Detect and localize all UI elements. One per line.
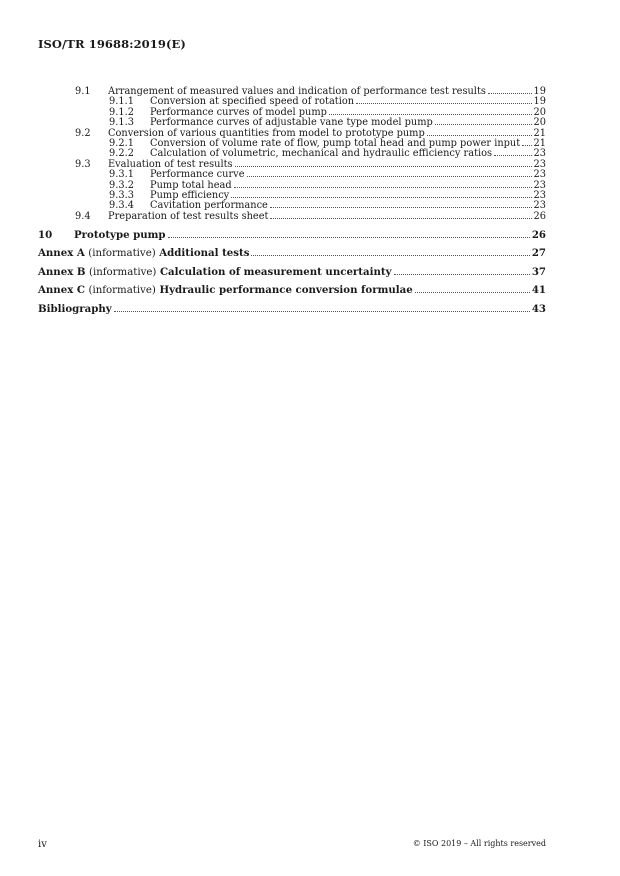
toc-entry-number: 9.1.2 — [109, 106, 134, 118]
toc-entry-number: 9.3.3 — [109, 189, 134, 201]
toc-entry-page: 23 — [533, 189, 546, 201]
toc-entry-annex-a[interactable] — [38, 247, 546, 259]
toc-dot-leader — [270, 206, 532, 208]
toc-entry-page: 19 — [533, 86, 546, 97]
toc-entry-title: Cavitation performance — [150, 200, 268, 212]
toc-entry-title: Hydraulic performance conversion formulae — [159, 284, 413, 297]
toc-entry-page: 23 — [533, 148, 546, 160]
toc-entry-page: 26 — [531, 228, 546, 241]
toc-dot-leader — [329, 113, 532, 115]
toc-dot-leader — [270, 217, 531, 219]
toc-dot-leader — [494, 154, 531, 156]
toc-entry-annex-b[interactable] — [38, 266, 546, 278]
toc-entry-title: Bibliography — [38, 302, 112, 315]
toc-entry-number: 9.3 — [75, 158, 91, 170]
toc-entry-page: 23 — [533, 179, 546, 191]
toc-entry-title: Preparation of test results sheet — [108, 210, 269, 222]
toc-entry-title: Pump total head — [150, 179, 232, 191]
toc-entry-page: 27 — [531, 247, 546, 260]
annex-qualifier: (informative) — [88, 285, 156, 297]
toc-dot-leader — [435, 123, 532, 125]
toc-entry-number: 10 — [38, 228, 53, 241]
toc-dot-leader — [234, 186, 532, 188]
toc-dot-leader — [522, 144, 531, 146]
toc-entry-number: 9.3.2 — [109, 179, 134, 191]
toc-entry-title: Evaluation of test results — [108, 158, 233, 170]
toc-dot-leader — [251, 254, 529, 256]
annex-qualifier: (informative) — [88, 248, 156, 260]
toc-entry-page: 21 — [533, 137, 546, 149]
toc-dot-leader — [356, 102, 531, 104]
toc-dot-leader — [114, 310, 530, 312]
annex-label: Annex C — [38, 284, 85, 297]
toc-entry-page: 23 — [533, 200, 546, 212]
toc-entry-bibliography[interactable] — [38, 303, 546, 315]
toc-entry-title: Prototype pump — [74, 228, 166, 241]
toc-dot-leader — [488, 92, 532, 94]
toc-entry-9-1-3[interactable] — [38, 118, 546, 128]
toc-entry-page: 43 — [531, 302, 546, 315]
toc-entry-title: Conversion of volume rate of flow, pump total head and pump power input — [150, 137, 521, 149]
toc-dot-leader — [247, 175, 532, 177]
toc-dot-leader — [231, 196, 531, 198]
toc-entry-number: 9.1.1 — [109, 96, 134, 108]
toc-entry-number: 9.2.1 — [109, 137, 134, 149]
toc-dot-leader — [394, 273, 530, 275]
toc-entry-page: 23 — [533, 169, 546, 181]
toc-entry-title: Performance curves of adjustable vane type model pump — [150, 117, 433, 129]
toc-entry-title: Pump efficiency — [150, 189, 230, 201]
toc-entry-number: 9.2 — [75, 127, 91, 139]
toc-entry-number: 9.2.2 — [109, 148, 134, 160]
toc-entry-number: 9.1 — [75, 86, 91, 97]
copyright-notice: © ISO 2019 – All rights reserved — [412, 839, 546, 848]
toc-entry-page: 26 — [533, 210, 546, 222]
toc-entry-number: 9.3.4 — [109, 200, 134, 212]
toc-subclause-list — [38, 87, 546, 222]
toc-entry-title: Performance curve — [150, 169, 245, 181]
toc-entry-page: 19 — [533, 96, 546, 108]
annex-label: Annex B — [38, 265, 86, 278]
page-number: iv — [38, 839, 47, 850]
toc-entry-number: 9.3.1 — [109, 169, 134, 181]
toc-entry-page: 21 — [533, 127, 546, 139]
toc-entry-title: Calculation of volumetric, mechanical and hydraulic efficiency ratios — [150, 148, 493, 160]
toc-entry-9-3-1[interactable] — [38, 170, 546, 180]
table-of-contents — [38, 87, 546, 315]
toc-entry-annex-c[interactable] — [38, 284, 546, 296]
annex-qualifier: (informative) — [88, 266, 157, 278]
toc-entry-title: Calculation of measurement uncertainty — [159, 265, 392, 278]
annex-label: Annex A — [38, 247, 85, 260]
toc-entry-9-4[interactable] — [38, 212, 546, 222]
toc-entry-page: 20 — [533, 106, 546, 118]
toc-entry-clause-10[interactable] — [38, 229, 546, 241]
toc-entry-title: Performance curves of model pump — [150, 106, 327, 118]
toc-entry-title: Additional tests — [159, 247, 250, 260]
toc-entry-number: 9.4 — [75, 210, 91, 222]
toc-entry-page: 20 — [533, 117, 546, 129]
toc-entry-title: Conversion at specified speed of rotation — [150, 96, 355, 108]
toc-dot-leader — [415, 291, 530, 293]
toc-entry-title: Conversion of various quantities from model to prototype pump — [108, 127, 425, 139]
toc-dot-leader — [235, 165, 532, 167]
document-header: ISO/TR 19688:2019(E) — [38, 37, 186, 51]
toc-entry-page: 41 — [531, 284, 546, 297]
toc-dot-leader — [427, 134, 532, 136]
toc-entry-page: 23 — [533, 158, 546, 170]
toc-entry-number: 9.1.3 — [109, 117, 134, 129]
toc-entry-title: Arrangement of measured values and indication of performance test results — [108, 86, 486, 97]
toc-entry-page: 37 — [531, 265, 546, 278]
toc-dot-leader — [168, 236, 530, 238]
